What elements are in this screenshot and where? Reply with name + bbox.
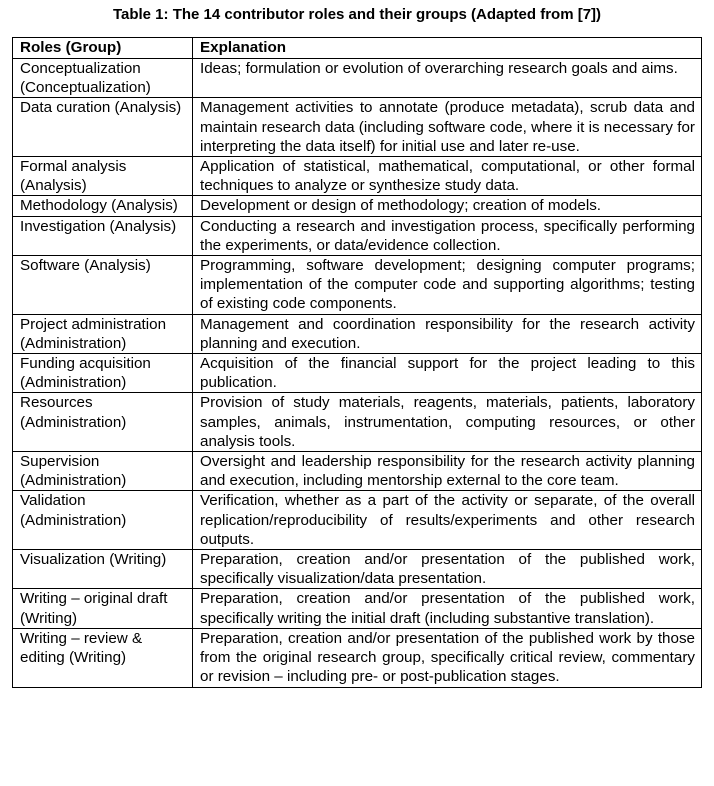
explanation-cell: Management activities to annotate (produce metadata), scrub data and maintain research data (including software code, where it is necessary for interpreting the data itself) for initial use and later re-use.	[193, 98, 702, 157]
explanation-cell: Verification, whether as a part of the activity or separate, of the overall replication/reproducibility of results/experiments and other research outputs.	[193, 491, 702, 550]
explanation-cell: Preparation, creation and/or presentation of the published work, specifically writing the initial draft (including substantive translation).	[193, 589, 702, 628]
table-row	[13, 59, 702, 98]
column-header-roles: Roles (Group)	[13, 38, 193, 59]
explanation-cell: Programming, software development; designing computer programs; implementation of the computer code and supporting algorithms; testing of existing code components.	[193, 256, 702, 315]
role-cell: Investigation (Analysis)	[13, 216, 193, 255]
table-row	[13, 354, 702, 393]
table-row	[13, 452, 702, 491]
role-cell: Software (Analysis)	[13, 256, 193, 315]
explanation-cell: Preparation, creation and/or presentation of the published work by those from the original research group, specifically critical review, commentary or revision – including pre- or post-publication stages.	[193, 628, 702, 687]
table-row	[13, 314, 702, 353]
table-row	[13, 196, 702, 216]
column-header-explanation: Explanation	[193, 38, 702, 59]
role-cell: Supervision (Administration)	[13, 452, 193, 491]
table-row	[13, 98, 702, 157]
role-cell: Data curation (Analysis)	[13, 98, 193, 157]
role-cell: Methodology (Analysis)	[13, 196, 193, 216]
explanation-cell: Conducting a research and investigation process, specifically performing the experiments, or data/evidence collection.	[193, 216, 702, 255]
explanation-cell: Oversight and leadership responsibility for the research activity planning and execution, including mentorship external to the core team.	[193, 452, 702, 491]
table-row	[13, 550, 702, 589]
role-cell: Funding acquisition (Administration)	[13, 354, 193, 393]
explanation-cell: Management and coordination responsibility for the research activity planning and execution.	[193, 314, 702, 353]
table-row	[13, 157, 702, 196]
contributor-roles-table	[12, 37, 702, 688]
role-cell: Project administration (Administration)	[13, 314, 193, 353]
role-cell: Validation (Administration)	[13, 491, 193, 550]
table-row	[13, 216, 702, 255]
table-row	[13, 589, 702, 628]
explanation-cell: Preparation, creation and/or presentation of the published work, specifically visualization/data presentation.	[193, 550, 702, 589]
role-cell: Writing – original draft (Writing)	[13, 589, 193, 628]
explanation-cell: Acquisition of the financial support for the project leading to this publication.	[193, 354, 702, 393]
table-row	[13, 393, 702, 452]
role-cell: Conceptualization (Conceptualization)	[13, 59, 193, 98]
role-cell: Visualization (Writing)	[13, 550, 193, 589]
explanation-cell: Development or design of methodology; creation of models.	[193, 196, 702, 216]
role-cell: Formal analysis (Analysis)	[13, 157, 193, 196]
table-caption: Table 1: The 14 contributor roles and their groups (Adapted from [7])	[112, 6, 602, 23]
role-cell: Resources (Administration)	[13, 393, 193, 452]
table-row	[13, 491, 702, 550]
role-cell: Writing – review & editing (Writing)	[13, 628, 193, 687]
explanation-cell: Ideas; formulation or evolution of overarching research goals and aims.	[193, 59, 702, 98]
table-header-row	[13, 38, 702, 59]
table-row	[13, 628, 702, 687]
explanation-cell: Application of statistical, mathematical, computational, or other formal techniques to analyze or synthesize study data.	[193, 157, 702, 196]
table-row	[13, 256, 702, 315]
explanation-cell: Provision of study materials, reagents, materials, patients, laboratory samples, animals, instrumentation, computing resources, or other analysis tools.	[193, 393, 702, 452]
